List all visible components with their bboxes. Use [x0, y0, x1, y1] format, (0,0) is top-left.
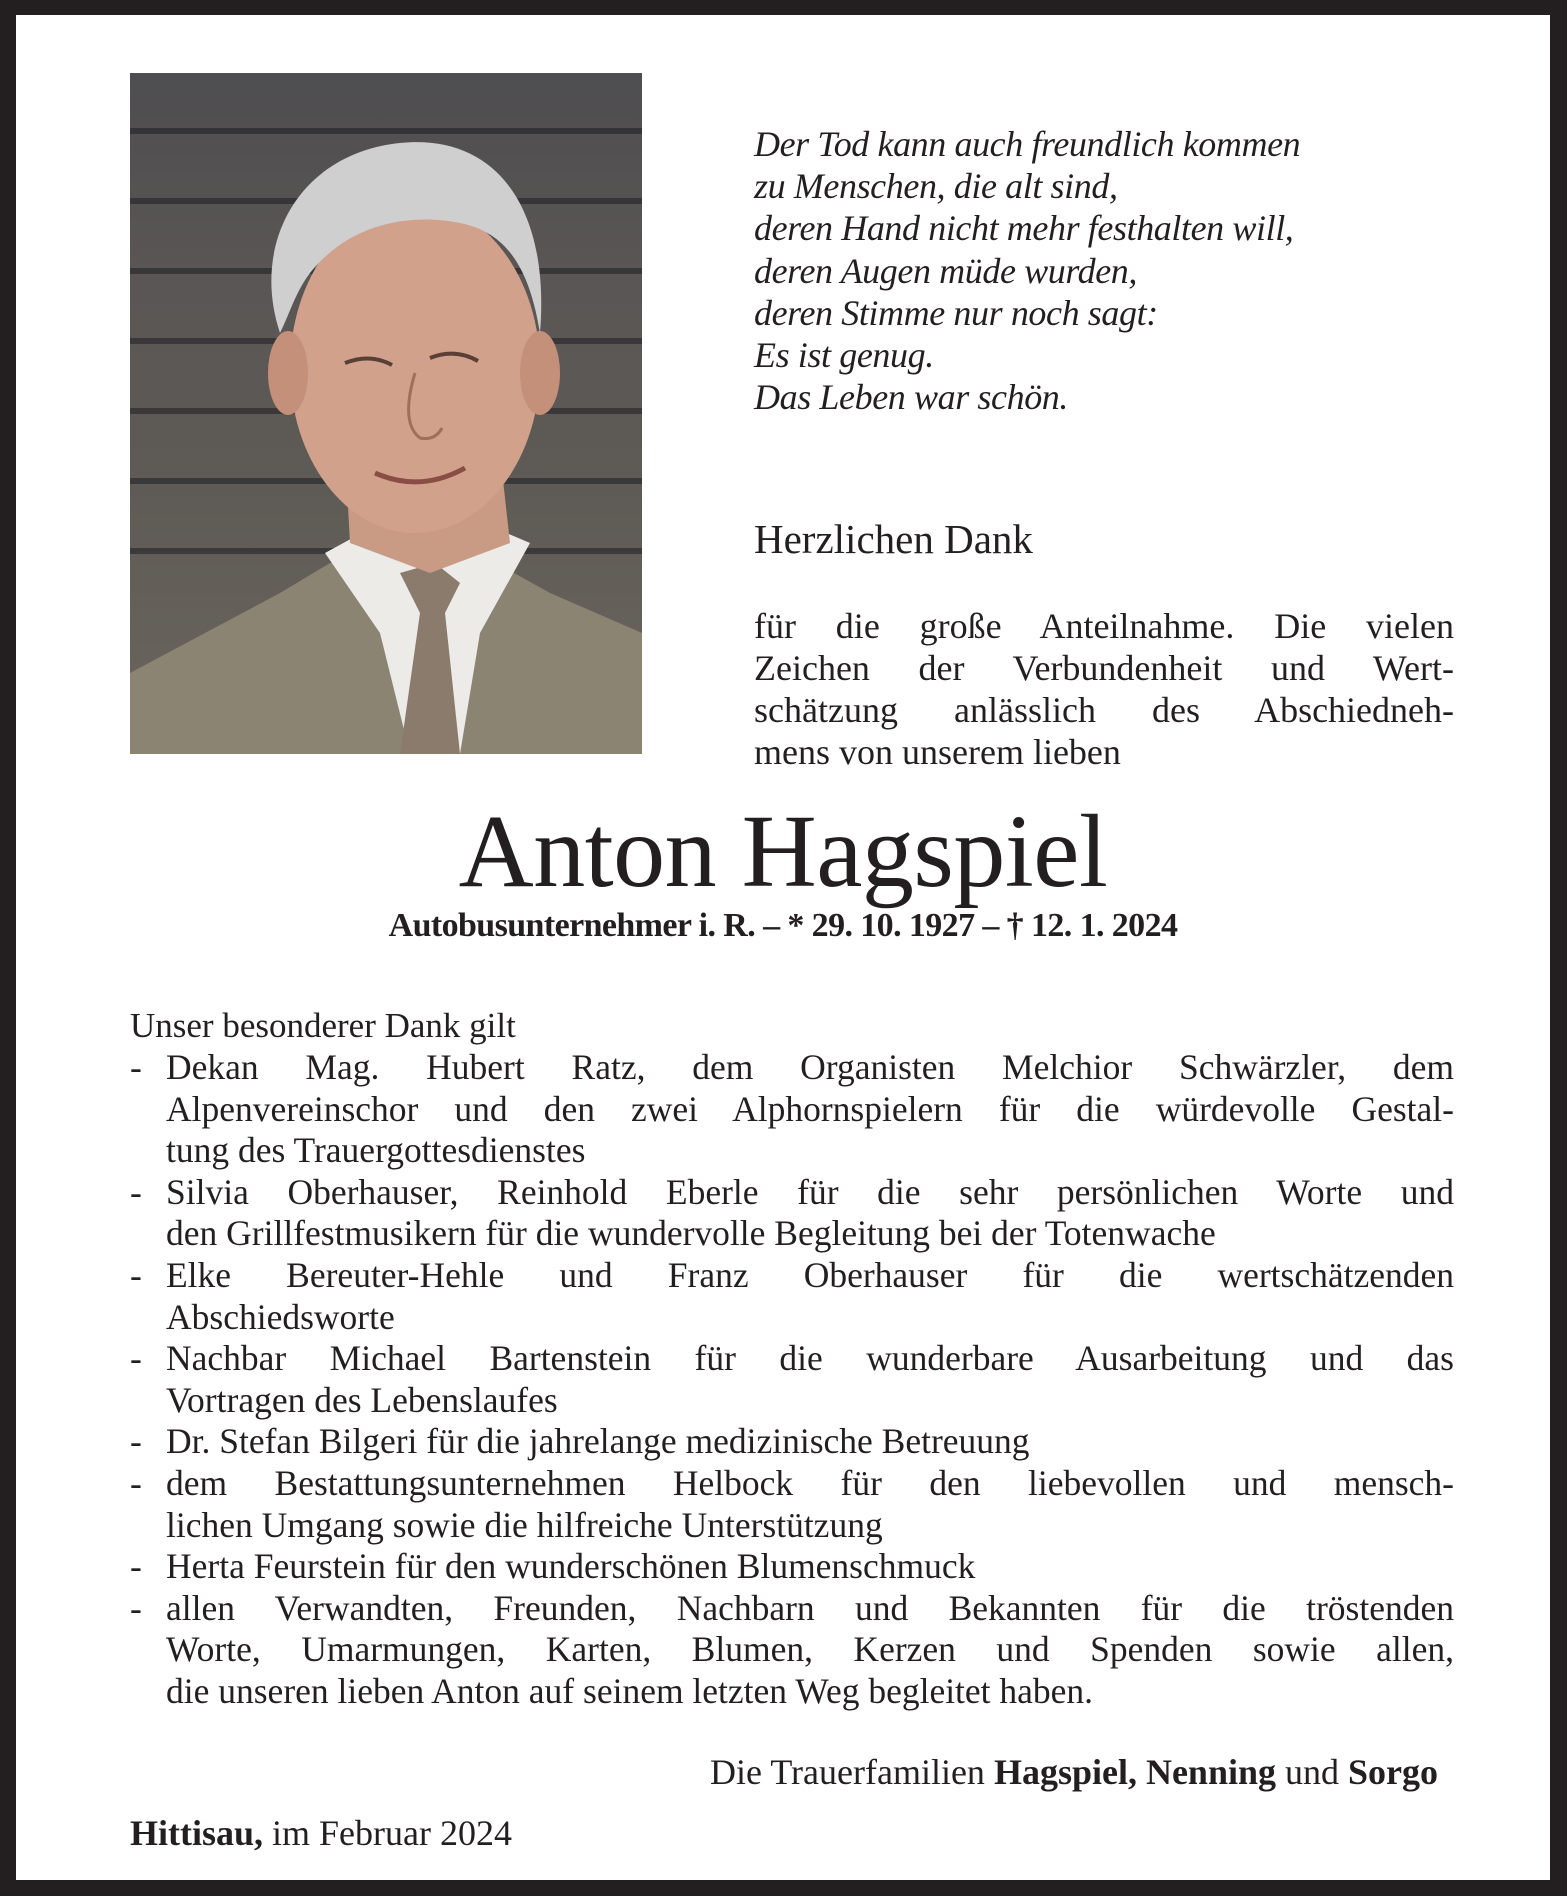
list-item-line: Vortragen des Lebenslaufes — [166, 1379, 558, 1420]
list-item-line: Worte, Umarmungen, Karten, Blumen, Kerzen und Spenden sowie allen, — [166, 1629, 1454, 1670]
list-item-line: Elke Bereuter-Hehle und Franz Oberhauser für die wertschätzenden — [166, 1254, 1454, 1295]
list-item-line: Dekan Mag. Hubert Ratz, dem Organisten Melchior Schwärzler, dem — [166, 1047, 1454, 1087]
deceased-name: Anton Hagspiel — [458, 794, 1108, 909]
intro-line: Zeichen der Verbundenheit und Wert- — [754, 648, 1454, 688]
list-item — [130, 1338, 1454, 1421]
date: im Februar 2024 — [263, 1813, 512, 1853]
dash-bullet: - — [130, 1047, 142, 1087]
dash-bullet: - — [130, 1587, 142, 1628]
family-names: Hagspiel, Nenning — [993, 1752, 1276, 1792]
dash-bullet: - — [130, 1462, 142, 1503]
list-item — [130, 1546, 1454, 1588]
dash-bullet: - — [130, 1546, 142, 1587]
dash-bullet: - — [130, 1171, 142, 1212]
family-name: Sorgo — [1348, 1752, 1438, 1792]
portrait-illustration — [130, 73, 642, 754]
dash-bullet: - — [130, 1421, 142, 1462]
poem-line: deren Augen müde wurden, — [754, 250, 1137, 291]
list-item-line: Herta Feurstein für den wunderschönen Blumenschmuck — [166, 1546, 976, 1587]
thanks-heading: Herzlichen Dank — [754, 516, 1033, 562]
list-item-line: dem Bestattungsunternehmen Helbock für den liebevollen und mensch- — [166, 1462, 1454, 1503]
list-item-line: Dr. Stefan Bilgeri für die jahrelange medizinische Betreuung — [166, 1421, 1030, 1462]
poem-line: Der Tod kann auch freundlich kommen — [754, 124, 1301, 164]
list-item — [130, 1172, 1454, 1255]
dash-bullet: - — [130, 1338, 142, 1379]
list-item-line: allen Verwandten, Freunden, Nachbarn und Bekannten für die tröstenden — [166, 1587, 1454, 1628]
list-item-line: die unseren lieben Anton auf seinem letzten Weg begleitet haben. — [166, 1670, 1094, 1711]
list-item-line: Nachbar Michael Bartenstein für die wunderbare Ausarbeitung und das — [166, 1338, 1454, 1379]
intro-line: für die große Anteilnahme. Die vielen — [754, 606, 1454, 646]
signature-connector: und — [1276, 1752, 1348, 1792]
signature-prefix: Die Trauerfamilien — [709, 1752, 994, 1792]
thanks-list — [130, 1047, 1454, 1713]
poem-line: Es ist genug. — [754, 335, 934, 376]
poem-line: Das Leben war schön. — [754, 377, 1068, 418]
signature — [710, 1750, 1438, 1794]
intro-line: schätzung anlässlich des Abschiedneh- — [754, 690, 1454, 730]
list-item — [130, 1421, 1454, 1463]
poem — [754, 123, 1300, 418]
list-item — [130, 1255, 1454, 1338]
list-item-line: Abschiedsworte — [166, 1296, 395, 1337]
dash-bullet: - — [130, 1254, 142, 1295]
list-item-line: lichen Umgang sowie die hilfreiche Unterstützung — [166, 1504, 883, 1545]
list-item-line: den Grillfestmusikern für die wundervolle Begleitung bei der Totenwache — [166, 1213, 1216, 1254]
poem-line: deren Stimme nur noch sagt: — [754, 292, 1158, 333]
list-item — [130, 1463, 1454, 1546]
intro-line: mens von unserem lieben — [754, 732, 1121, 772]
town: Hittisau, — [130, 1813, 264, 1853]
place-date — [130, 1811, 512, 1855]
portrait-photo — [130, 73, 642, 754]
poem-line: deren Hand nicht mehr festhalten will, — [754, 208, 1294, 249]
list-item — [130, 1588, 1454, 1713]
deceased-subtitle: Autobusunternehmer i. R. – * 29. 10. 1927 – † 12. 1. 2024 — [388, 907, 1178, 944]
intro-paragraph — [754, 605, 1454, 773]
obituary-page — [16, 15, 1550, 1880]
poem-line: zu Menschen, die alt sind, — [754, 166, 1118, 207]
list-item-line: tung des Trauergottesdienstes — [166, 1130, 586, 1171]
thanks-lead: Unser besonderer Dank gilt — [130, 1006, 516, 1045]
list-item-line: Silvia Oberhauser, Reinhold Eberle für die sehr persönlichen Worte und — [166, 1171, 1454, 1212]
list-item — [130, 1047, 1454, 1172]
list-item-line: Alpenvereinschor und den zwei Alphornspielern für die würdevolle Gestal- — [166, 1088, 1454, 1129]
